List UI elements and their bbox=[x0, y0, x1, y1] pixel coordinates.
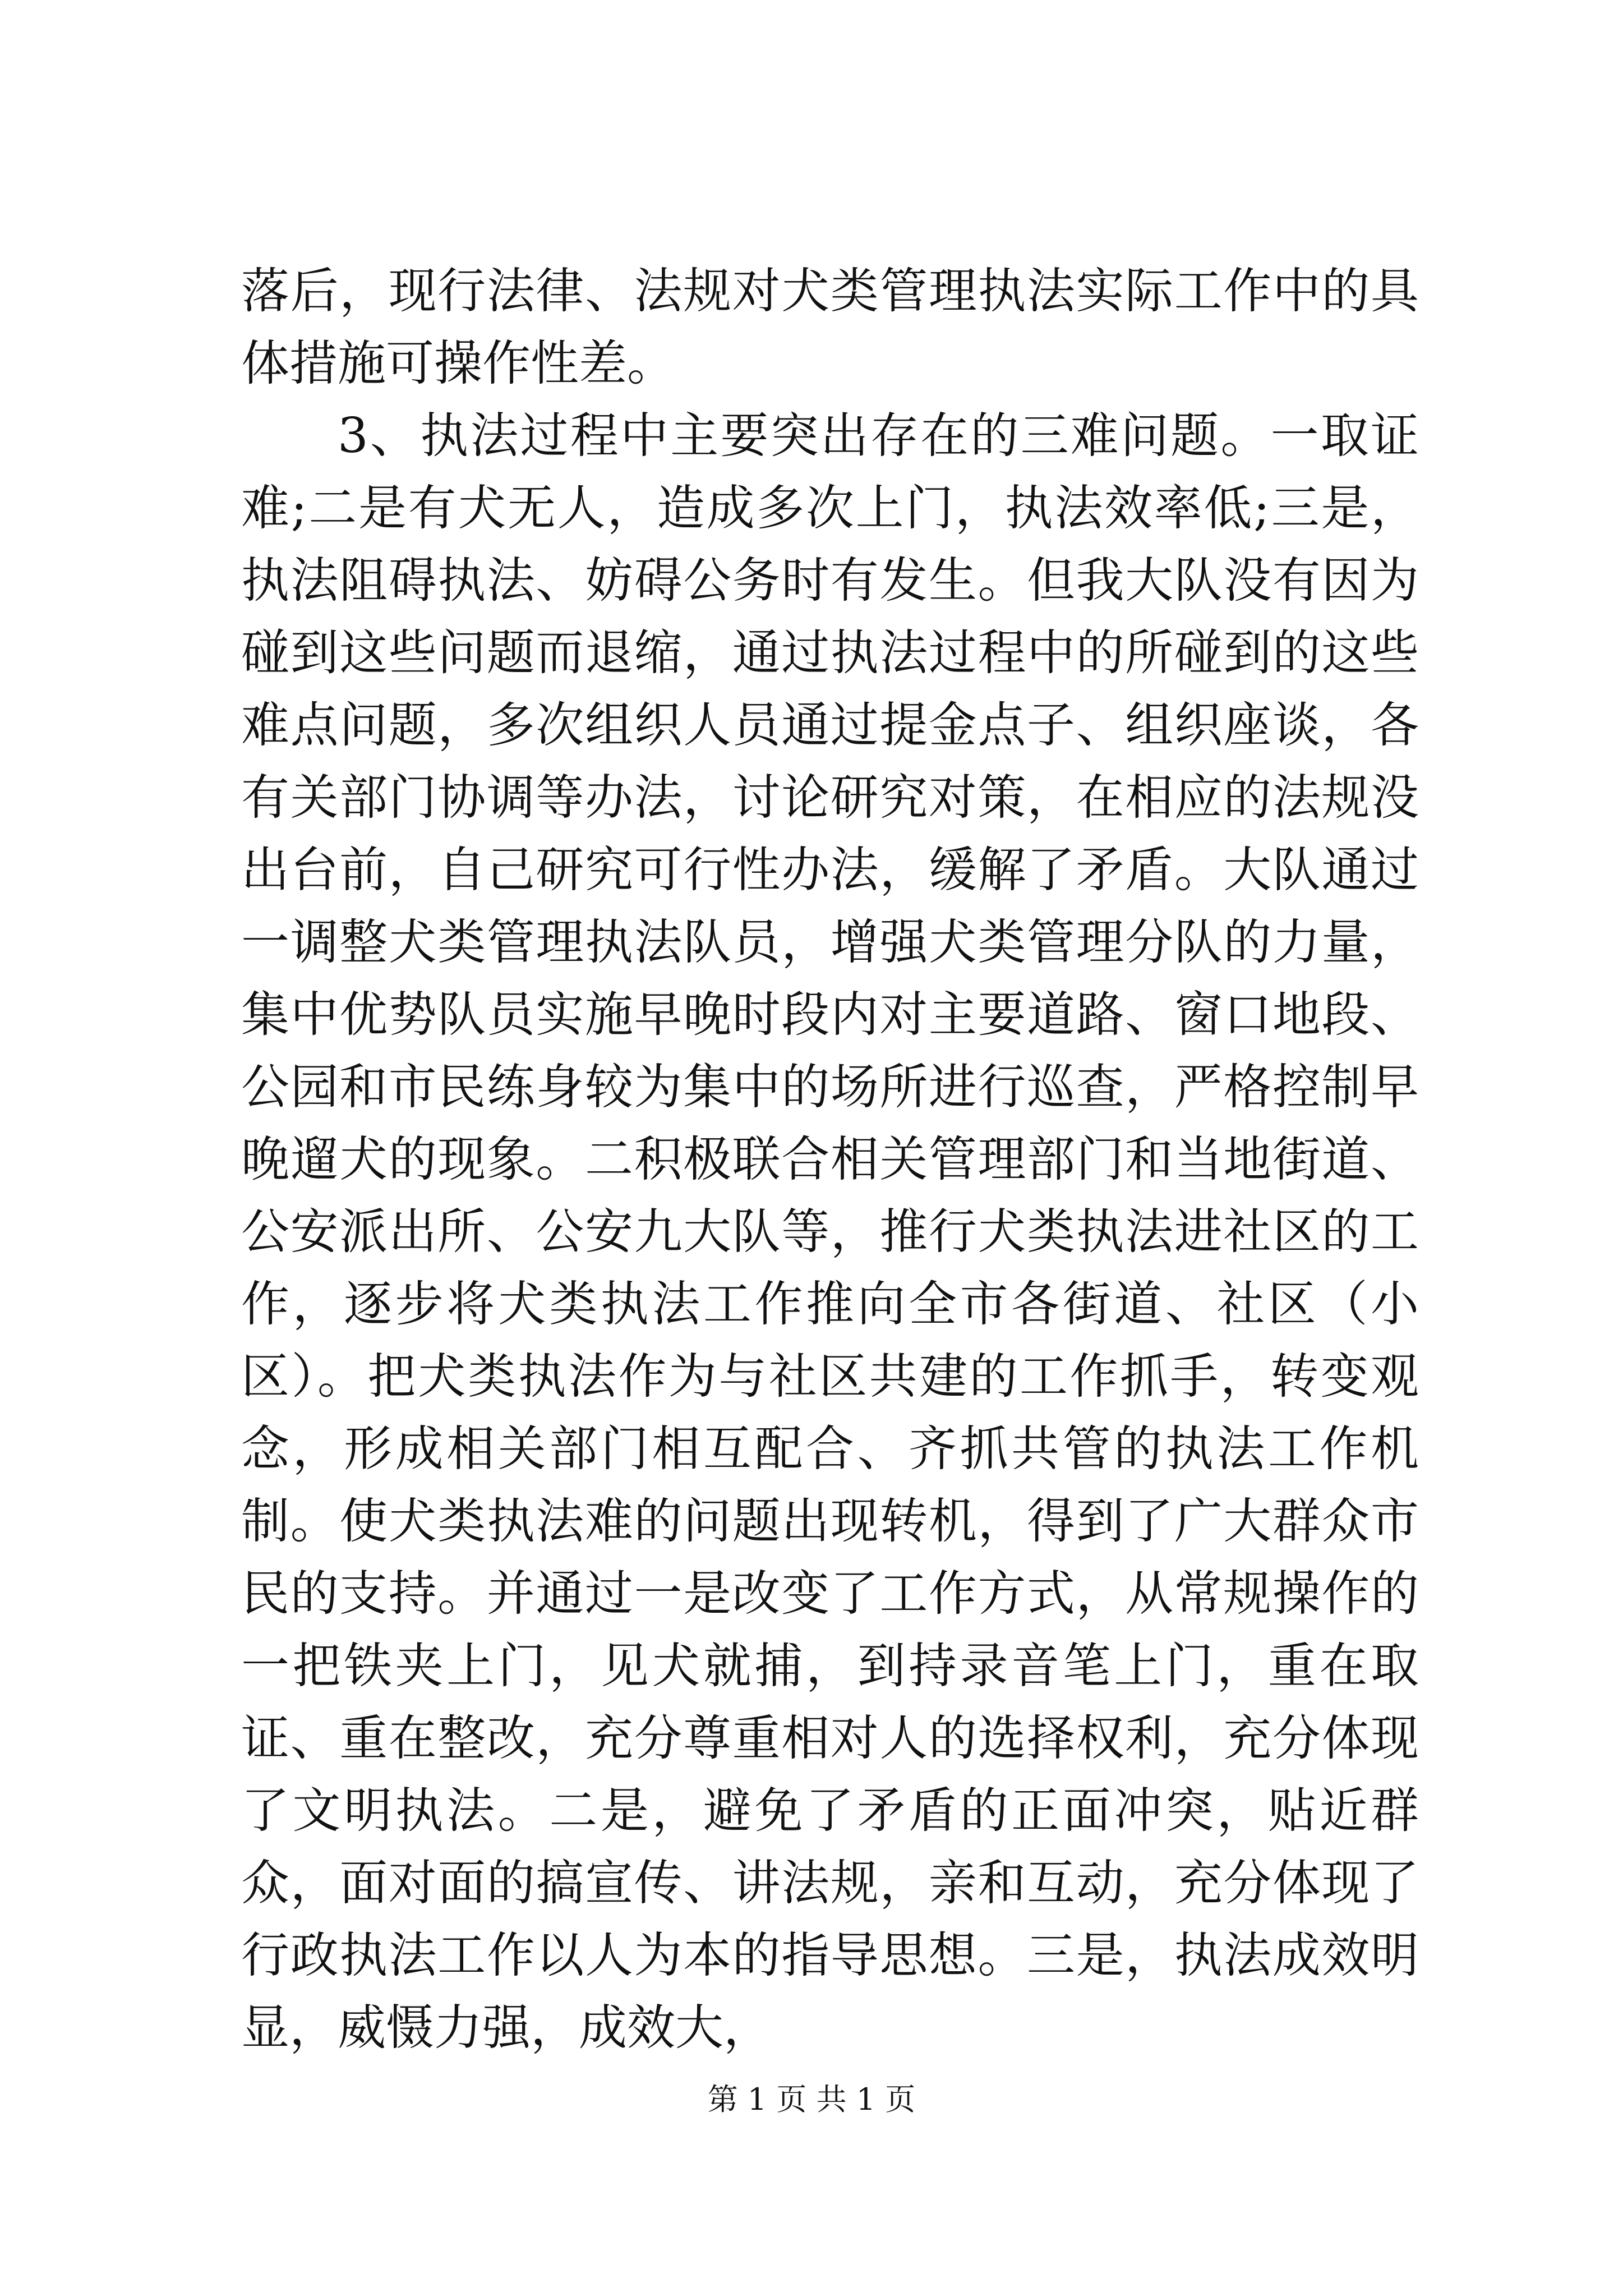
paragraph-2: 3、执法过程中主要突出存在的三难问题。一取证难;二是有犬无人，造成多次上门，执法效率低;三是，执法阻碍执法、妨碍公务时有发生。但我大队没有因为碰到这些问题而退缩，通过执法过程中的所碰到的这些难点问题，多次组织人员通过提金点子、组织座谈，各有关部门协调等办法，讨论研究对策，在相应的法规没出台前，自己研究可行性办法，缓解了矛盾。大队通过一调整犬类管理执法队员，增强犬类管理分队的力量，集中优势队员实施早晚时段内对主要道路、窗口地段、公园和市民练身较为集中的场所进行巡查，严格控制早晚遛犬的现象。二积极联合相关管理部门和当地街道、公安派出所、公安九大队等，推行犬类执法进社区的工作，逐步将犬类执法工作推向全市各街道、社区（小区）。把犬类执法作为与社区共建的工作抓手，转变观念，形成相关部门相互配合、齐抓共管的执法工作机制。使犬类执法难的问题出现转机，得到了广大群众市民的支持。并通过一是改变了工作方式，从常规操作的一把铁夹上门，见犬就捕，到持录音笔上门，重在取证、重在整改，充分尊重相对人的选择权利，充分体现了文明执法。二是，避免了矛盾的正面冲突，贴近群众，面对面的搞宣传、讲法规，亲和互动，充分体现了行政执法工作以人为本的指导思想。三是，执法成效明显，威慑力强，成效大， bbox=[241, 408, 1419, 2056]
paragraph-1: 落后，现行法律、法规对犬类管理执法实际工作中的具体措施可操作性差。 bbox=[241, 263, 1419, 392]
body-text bbox=[241, 255, 1419, 2064]
page-footer: 第 1 页 共 1 页 bbox=[707, 2082, 916, 2117]
